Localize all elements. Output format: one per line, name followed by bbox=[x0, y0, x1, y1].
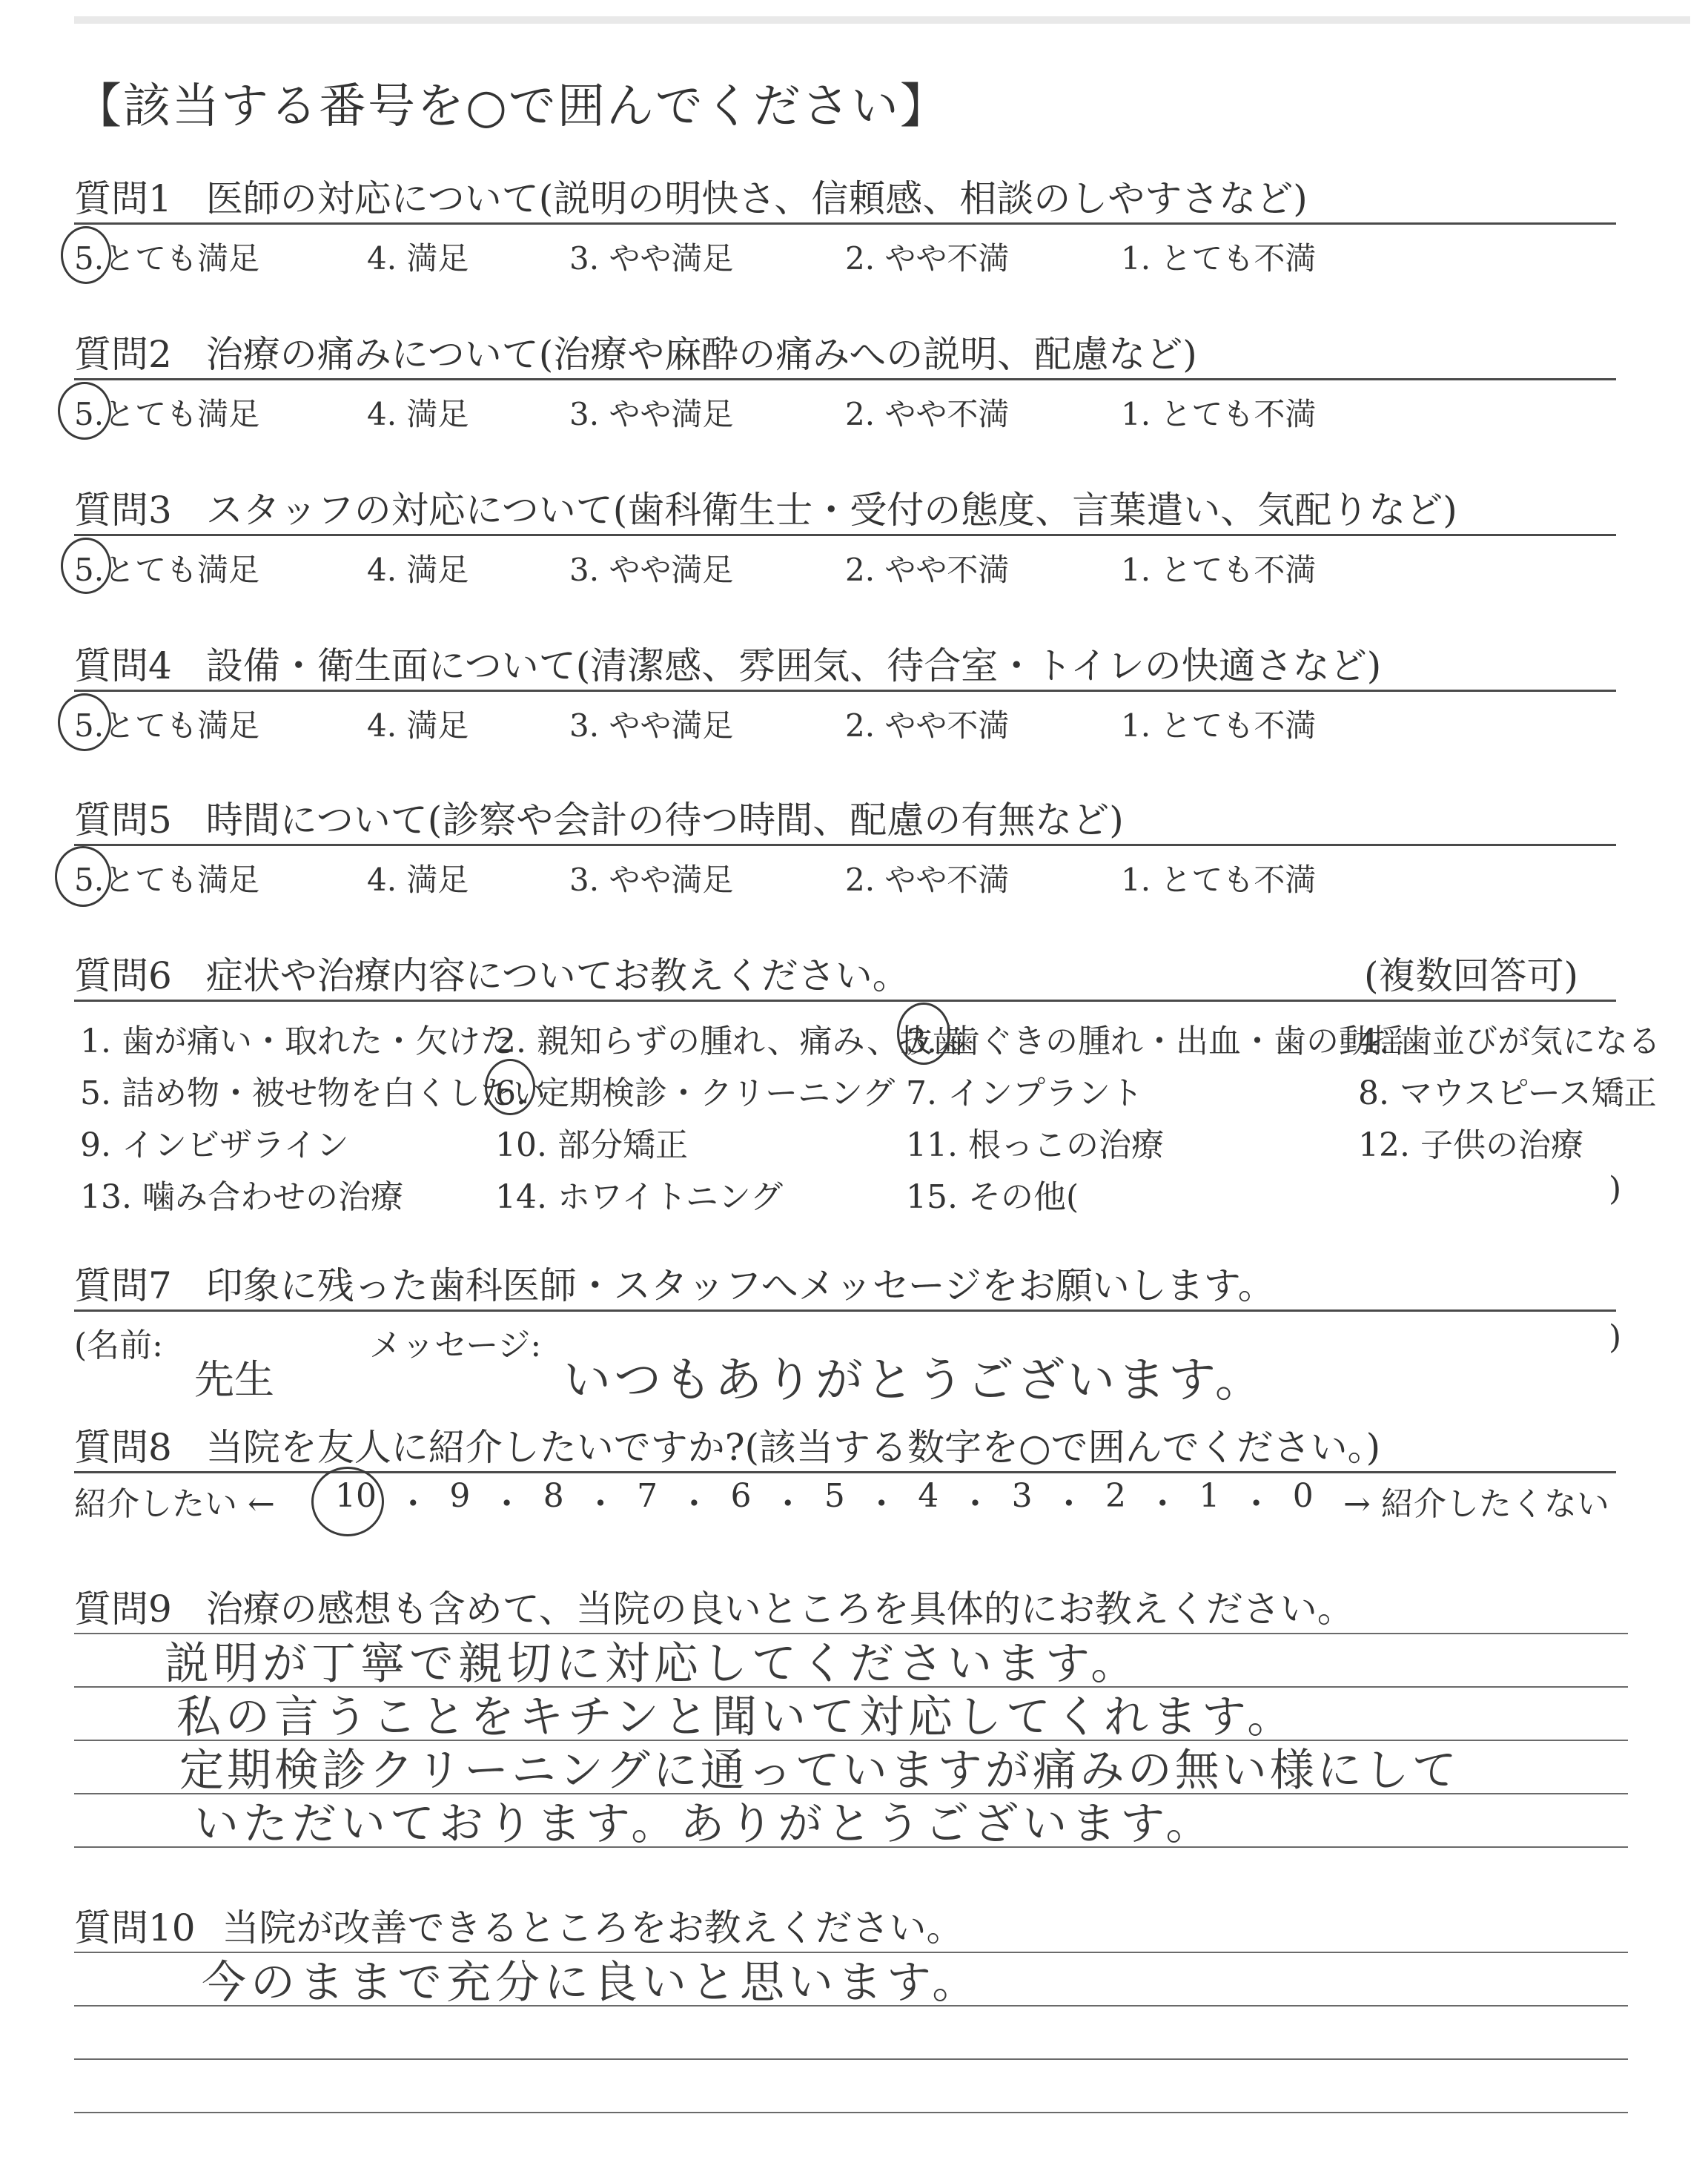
q5-option-2[interactable]: 2. やや不満 bbox=[845, 862, 1010, 898]
question-9 bbox=[74, 1579, 1354, 1633]
q2-option-1[interactable]: 1. とても不満 bbox=[1121, 396, 1317, 432]
question-title: 症状や治療内容についてお教えください。 bbox=[205, 954, 910, 997]
question-title: 当院を友人に紹介したいですか?(該当する数字を○で囲んでください。) bbox=[205, 1426, 1381, 1469]
scale-3[interactable]: 3 bbox=[1011, 1477, 1033, 1515]
question-label: 質問8 bbox=[74, 1426, 172, 1469]
q3-option-3[interactable]: 3. やや満足 bbox=[569, 552, 734, 588]
question-label: 質問9 bbox=[74, 1588, 172, 1631]
q1-option-1[interactable]: 1. とても不満 bbox=[1121, 240, 1317, 277]
question-rule bbox=[74, 1471, 1616, 1473]
q6-item-3[interactable]: 3. 歯ぐきの腫れ・出血・歯の動揺 bbox=[906, 1023, 1404, 1060]
q6-item-14[interactable]: 14. ホワイトニング bbox=[495, 1178, 784, 1216]
question-1 bbox=[74, 169, 1308, 222]
q6-item-9[interactable]: 9. インビザライン bbox=[80, 1126, 349, 1164]
q1-option-2[interactable]: 2. やや不満 bbox=[845, 240, 1010, 277]
q6-item-5[interactable]: 5. 詰め物・被せ物を白くしたい bbox=[80, 1074, 546, 1112]
q6-item-6[interactable]: 6. 定期検診・クリーニング bbox=[495, 1074, 896, 1112]
q9-answer-line-2[interactable]: 私の言うことをキチンと聞いて対応してくれます。 bbox=[176, 1691, 1297, 1743]
scale-4[interactable]: 4 bbox=[918, 1477, 939, 1515]
q9-answer-line-4[interactable]: いただいております。ありがとうございます。 bbox=[194, 1798, 1215, 1850]
question-title: スタッフの対応について(歯科衛生士・受付の態度、言葉遣い、気配りなど) bbox=[205, 489, 1457, 532]
question-label: 質問10 bbox=[74, 1906, 196, 1949]
scan-top-edge bbox=[74, 16, 1690, 24]
recommend-right-label: → 紹介したくない bbox=[1343, 1485, 1609, 1523]
q5-option-1[interactable]: 1. とても不満 bbox=[1121, 862, 1317, 898]
question-6 bbox=[74, 946, 910, 1000]
question-title: 印象に残った歯科医師・スタッフへメッセージをお願いします。 bbox=[205, 1264, 1275, 1307]
question-8 bbox=[74, 1418, 1380, 1471]
question-4 bbox=[74, 636, 1381, 690]
close-paren: ) bbox=[1609, 1318, 1622, 1356]
question-title: 治療の痛みについて(治療や麻酔の痛みへの説明、配慮など) bbox=[205, 333, 1197, 376]
question-label: 質問2 bbox=[74, 333, 172, 376]
q9-answer-line-3[interactable]: 定期検診クリーニングに通っていますが痛みの無い様にして bbox=[179, 1745, 1460, 1797]
q4-option-2[interactable]: 2. やや不満 bbox=[845, 707, 1010, 744]
q6-item-8[interactable]: 8. マウスピース矯正 bbox=[1358, 1074, 1657, 1112]
selection-circle bbox=[61, 226, 111, 284]
question-rule bbox=[74, 1309, 1616, 1312]
q5-option-5[interactable]: 5.とても満足 bbox=[74, 862, 260, 898]
handwritten-message[interactable]: いつもありがとうございます。 bbox=[563, 1353, 1265, 1408]
scale-2[interactable]: 2 bbox=[1105, 1477, 1126, 1515]
question-label: 質問3 bbox=[74, 489, 172, 532]
answer-line bbox=[74, 2058, 1628, 2060]
q4-option-4[interactable]: 4. 満足 bbox=[367, 707, 469, 744]
q4-option-1[interactable]: 1. とても不満 bbox=[1121, 707, 1317, 744]
selection-circle bbox=[897, 1003, 950, 1065]
q1-option-4[interactable]: 4. 満足 bbox=[367, 240, 469, 277]
q1-option-5[interactable]: 5.とても満足 bbox=[74, 240, 260, 277]
question-title: 設備・衛生面について(清潔感、雰囲気、待合室・トイレの快適さなど) bbox=[205, 644, 1382, 687]
q6-item-1[interactable]: 1. 歯が痛い・取れた・欠けた bbox=[80, 1023, 513, 1060]
answer-line bbox=[74, 2112, 1628, 2113]
recommend-scale: 10 ・ 9 ・ 8 ・ 7 ・ 6 ・ 5 ・ 4 ・ 3 ・ 2 ・ 1 ・ 0 bbox=[335, 1477, 1314, 1523]
selection-circle bbox=[485, 1059, 535, 1115]
q6-item-15-close: ) bbox=[1609, 1170, 1622, 1208]
question-3 bbox=[74, 480, 1457, 534]
q4-option-3[interactable]: 3. やや満足 bbox=[569, 707, 734, 744]
q2-option-3[interactable]: 3. やや満足 bbox=[569, 396, 734, 432]
q6-item-10[interactable]: 10. 部分矯正 bbox=[495, 1126, 688, 1164]
selection-circle bbox=[61, 538, 111, 594]
q2-option-2[interactable]: 2. やや不満 bbox=[845, 396, 1010, 432]
question-rule bbox=[74, 1000, 1616, 1002]
scale-6[interactable]: 6 bbox=[730, 1477, 752, 1515]
scale-1[interactable]: 1 bbox=[1199, 1477, 1220, 1515]
question-rule bbox=[74, 844, 1616, 846]
q3-option-1[interactable]: 1. とても不満 bbox=[1121, 552, 1317, 588]
q5-option-4[interactable]: 4. 満足 bbox=[367, 862, 469, 898]
question-10 bbox=[74, 1898, 964, 1952]
question-rule bbox=[74, 222, 1616, 225]
scale-5[interactable]: 5 bbox=[824, 1477, 845, 1515]
q10-answer-line-1[interactable]: 今のままで充分に良いと思います。 bbox=[202, 1957, 982, 2009]
question-label: 質問5 bbox=[74, 799, 172, 842]
handwritten-name[interactable]: 先生 bbox=[194, 1356, 274, 1403]
question-label: 質問1 bbox=[74, 177, 172, 220]
q6-item-11[interactable]: 11. 根っこの治療 bbox=[906, 1126, 1164, 1164]
multiple-answers-note: (複数回答可) bbox=[1364, 954, 1579, 997]
question-title: 治療の感想も含めて、当院の良いところを具体的にお教えください。 bbox=[205, 1588, 1354, 1631]
question-label: 質問6 bbox=[74, 954, 172, 997]
name-label: (名前: bbox=[74, 1327, 163, 1364]
scale-9[interactable]: 9 bbox=[449, 1477, 471, 1515]
q6-item-4[interactable]: 4. 歯並びが気になる bbox=[1358, 1023, 1661, 1060]
selection-circle bbox=[311, 1467, 384, 1536]
q6-item-15[interactable]: 15. その他( bbox=[906, 1178, 1079, 1216]
question-title: 時間について(診察や会計の待つ時間、配慮の有無など) bbox=[205, 799, 1124, 842]
question-5 bbox=[74, 790, 1124, 844]
selection-circle bbox=[58, 382, 111, 440]
question-rule bbox=[74, 534, 1616, 536]
q2-option-4[interactable]: 4. 満足 bbox=[367, 396, 469, 432]
question-title: 当院が改善できるところをお教えください。 bbox=[222, 1906, 964, 1949]
question-rule bbox=[74, 690, 1616, 692]
question-label: 質問7 bbox=[74, 1264, 172, 1307]
question-title: 医師の対応について(説明の明快さ、信頼感、相談のしやすさなど) bbox=[205, 177, 1308, 220]
q6-item-2[interactable]: 2. 親知らずの腫れ、痛み、抜歯 bbox=[495, 1023, 965, 1060]
page-heading: 【該当する番号を○で囲んでください】 bbox=[74, 79, 949, 134]
q6-item-12[interactable]: 12. 子供の治療 bbox=[1358, 1126, 1583, 1164]
scale-7[interactable]: 7 bbox=[637, 1477, 658, 1515]
q5-option-3[interactable]: 3. やや満足 bbox=[569, 862, 734, 898]
q3-option-5[interactable]: 5.とても満足 bbox=[74, 552, 260, 588]
scale-8[interactable]: 8 bbox=[543, 1477, 564, 1515]
q3-option-4[interactable]: 4. 満足 bbox=[367, 552, 469, 588]
scale-0[interactable]: 0 bbox=[1292, 1477, 1314, 1515]
q6-item-7[interactable]: 7. インプラント bbox=[906, 1074, 1143, 1112]
q6-item-13[interactable]: 13. 噛み合わせの治療 bbox=[80, 1178, 403, 1216]
question-2 bbox=[74, 325, 1197, 378]
q3-option-2[interactable]: 2. やや不満 bbox=[845, 552, 1010, 588]
q4-option-5[interactable]: 5.とても満足 bbox=[74, 707, 260, 744]
q9-answer-line-1[interactable]: 説明が丁寧で親切に対応してくださいます。 bbox=[165, 1638, 1140, 1690]
selection-circle bbox=[55, 846, 111, 907]
message-label: メッセージ: bbox=[369, 1327, 542, 1364]
q2-option-5[interactable]: 5.とても満足 bbox=[74, 396, 260, 432]
q1-option-3[interactable]: 3. やや満足 bbox=[569, 240, 734, 277]
question-7 bbox=[74, 1256, 1275, 1309]
question-label: 質問4 bbox=[74, 644, 172, 687]
question-rule bbox=[74, 378, 1616, 380]
recommend-left-label: 紹介したい ← bbox=[74, 1485, 275, 1523]
selection-circle bbox=[58, 693, 111, 751]
scale-10[interactable]: 10 bbox=[335, 1477, 377, 1515]
